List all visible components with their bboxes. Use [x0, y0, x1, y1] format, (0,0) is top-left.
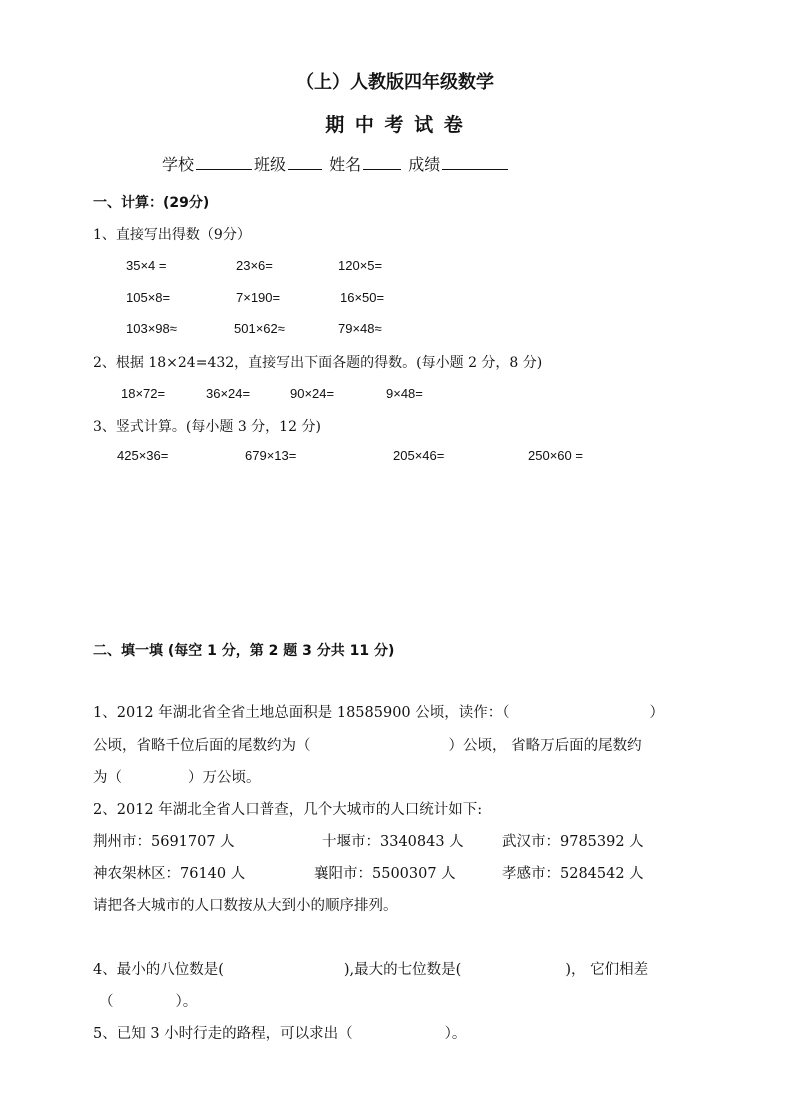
city-population: 武汉市：9785392 人	[502, 834, 644, 850]
fill-q2-instruction: 请把各大城市的人口数按从大到小的顺序排列。	[93, 898, 398, 914]
calc-item: 205×46=	[393, 448, 445, 463]
section1-q2-label: 2、根据 18×24=432，直接写出下面各题的得数。(每小题 2 分，8 分)	[93, 355, 543, 371]
fill-q1-text: 为（	[93, 770, 122, 786]
calc-item: 79×48≈	[338, 321, 382, 336]
section1-q3-label: 3、竖式计算。(每小题 3 分，12 分)	[93, 419, 321, 435]
fill-q4-line1	[93, 958, 648, 979]
student-info-line	[162, 152, 510, 175]
section2-heading: 二、填一填 (每空 1 分，第 2 题 3 分共 11 分)	[93, 643, 395, 659]
city-population: 十堰市：3340843 人	[322, 834, 464, 850]
class-blank[interactable]	[288, 153, 322, 170]
fill-q4-text: ）。	[175, 994, 198, 1010]
calc-item: 425×36=	[117, 448, 169, 463]
school-blank[interactable]	[196, 153, 252, 170]
score-blank[interactable]	[442, 153, 508, 170]
fill-q1-text: ）万公顷。	[188, 770, 261, 786]
school-label: 学校	[162, 155, 195, 174]
fill-q1-text: ）公顷， 省略万后面的尾数约	[448, 738, 642, 754]
class-label: 班级	[254, 155, 287, 174]
fill-q4-line2	[99, 990, 197, 1011]
calc-item: 16×50=	[340, 290, 385, 305]
calc-item: 250×60 =	[528, 448, 583, 463]
fill-q1-text: 公顷，省略千位后面的尾数约为（	[93, 738, 311, 754]
city-population: 神农架林区：76140 人	[93, 866, 246, 882]
calc-item: 679×13=	[245, 448, 297, 463]
section1-q1-label: 1、直接写出得数（9分）	[93, 227, 251, 243]
fill-q1-text: 1、2012 年湖北省全省土地总面积是 18585900 公顷，读作：（	[93, 705, 510, 721]
calc-item: 9×48=	[386, 386, 423, 401]
name-label: 姓名	[329, 155, 362, 174]
fill-q1-line1	[93, 701, 664, 722]
fill-q1-close: ）	[649, 705, 665, 721]
calc-item: 501×62≈	[234, 321, 285, 336]
fill-q5-line	[93, 1022, 466, 1043]
city-population: 孝感市：5284542 人	[502, 866, 644, 882]
fill-q1-line3	[93, 766, 261, 787]
fill-q4-text: ),最大的七位数是(	[343, 962, 462, 978]
fill-q1-line2	[93, 734, 642, 755]
calc-item: 7×190=	[236, 290, 281, 305]
section1-heading: 一、计算：(29分)	[93, 195, 210, 211]
calc-item: 120×5=	[338, 258, 383, 273]
calc-item: 18×72=	[121, 386, 166, 401]
fill-q5-text: 5、已知 3 小时行走的路程，可以求出（	[93, 1026, 353, 1042]
fill-q4-text: （	[99, 994, 114, 1010]
calc-item: 90×24=	[290, 386, 335, 401]
city-population: 襄阳市：5500307 人	[314, 866, 456, 882]
fill-q5-text: ）。	[444, 1026, 467, 1042]
calc-item: 23×6=	[236, 258, 273, 273]
calc-item: 105×8=	[126, 290, 171, 305]
fill-q4-text: 4、最小的八位数是(	[93, 962, 224, 978]
score-label: 成绩	[408, 155, 441, 174]
fill-q2-label: 2、2012 年湖北全省人口普查，几个大城市的人口统计如下:	[93, 802, 483, 818]
page-title: （上）人教版四年级数学	[296, 72, 494, 93]
city-population: 荆州市：5691707 人	[93, 834, 235, 850]
name-blank[interactable]	[363, 153, 401, 170]
calc-item: 103×98≈	[126, 321, 177, 336]
calc-item: 35×4 =	[126, 258, 167, 273]
calc-item: 36×24=	[206, 386, 251, 401]
fill-q4-text: )， 它们相差	[565, 962, 649, 978]
exam-subtitle: 期 中 考 试 卷	[325, 114, 465, 136]
